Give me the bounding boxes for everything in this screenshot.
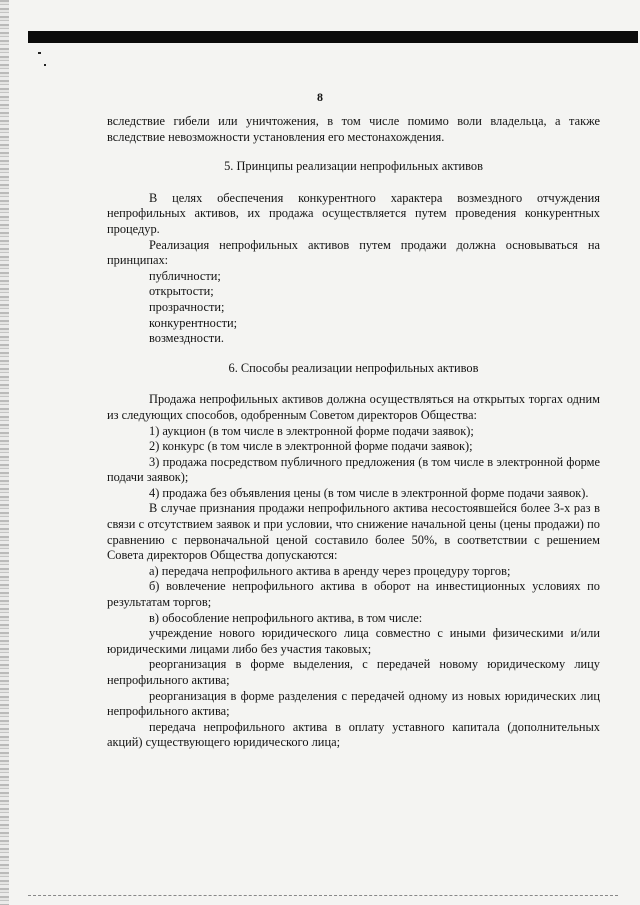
scan-speck bbox=[38, 52, 41, 54]
list-item: 2) конкурс (в том числе в электронной форме подачи заявок); bbox=[149, 439, 473, 454]
list-item: реорганизация в форме разделения с передачей одному из новых юридических лиц непрофильного актива; bbox=[107, 688, 600, 719]
paragraph: Продажа непрофильных активов должна осуществляться на открытых торгах одним из следующих способов, одобренным Советом директоров Общества: bbox=[107, 392, 600, 422]
list-item: 1) аукцион (в том числе в электронной форме подачи заявок); bbox=[149, 423, 474, 438]
paragraph: В случае признания продажи непрофильного актива несостоявшейся более 3-х раз в связи с отсутствием заявок и при условии, что снижение начальной цены (цены продажи) по сравнению с первоначальной ценой составило более 50%, в соответствии с решением Совета директоров Общества допускаются: bbox=[107, 501, 600, 563]
scan-bottom-edge bbox=[28, 895, 618, 897]
list-item: публичности; bbox=[149, 268, 221, 283]
list-item: возмездности. bbox=[149, 331, 224, 346]
paragraph: В целях обеспечения конкурентного характера возмездного отчуждения непрофильных активов, их продажа осуществляется путем проведения конкурентных процедур. bbox=[107, 190, 600, 236]
list-item: передача непрофильного актива в оплату уставного капитала (дополнительных акций) существующего юридического лица; bbox=[107, 719, 600, 750]
section-6-heading: 6. Способы реализации непрофильных активов bbox=[228, 360, 479, 375]
section-5-heading: 5. Принципы реализации непрофильных активов bbox=[224, 159, 483, 174]
list-item: а) передача непрофильного актива в аренду через процедуру торгов; bbox=[149, 563, 511, 578]
list-item: открытости; bbox=[149, 284, 214, 299]
list-item: б) вовлечение непрофильного актива в оборот на инвестиционных условиях по результатам торгов; bbox=[107, 579, 600, 610]
list-item: в) обособление непрофильного актива, в том числе: bbox=[149, 610, 423, 625]
list-item: прозрачности; bbox=[149, 299, 225, 314]
list-item: 3) продажа посредством публичного предложения (в том числе в электронной форме подачи заявок); bbox=[107, 454, 600, 485]
page-number: 8 bbox=[317, 90, 323, 104]
document-body bbox=[107, 114, 600, 751]
scan-left-edge bbox=[0, 0, 9, 905]
paragraph: вследствие гибели или уничтожения, в том числе помимо воли владельца, а также вследствие невозможности установления его местонахождения. bbox=[107, 114, 600, 144]
list-item: конкурентности; bbox=[149, 315, 238, 330]
scan-speck bbox=[44, 64, 46, 66]
list-item: 4) продажа без объявления цены (в том числе в электронной форме подачи заявок). bbox=[149, 485, 589, 500]
list-item: реорганизация в форме выделения, с передачей новому юридическому лицу непрофильного актива; bbox=[107, 657, 600, 687]
scan-top-bar bbox=[28, 31, 638, 43]
list-item: учреждение нового юридического лица совместно с иными физическими и/или юридическими лицами либо без участия таковых; bbox=[107, 626, 600, 656]
paragraph: Реализация непрофильных активов путем продажи должна основываться на принципах: bbox=[107, 237, 600, 268]
